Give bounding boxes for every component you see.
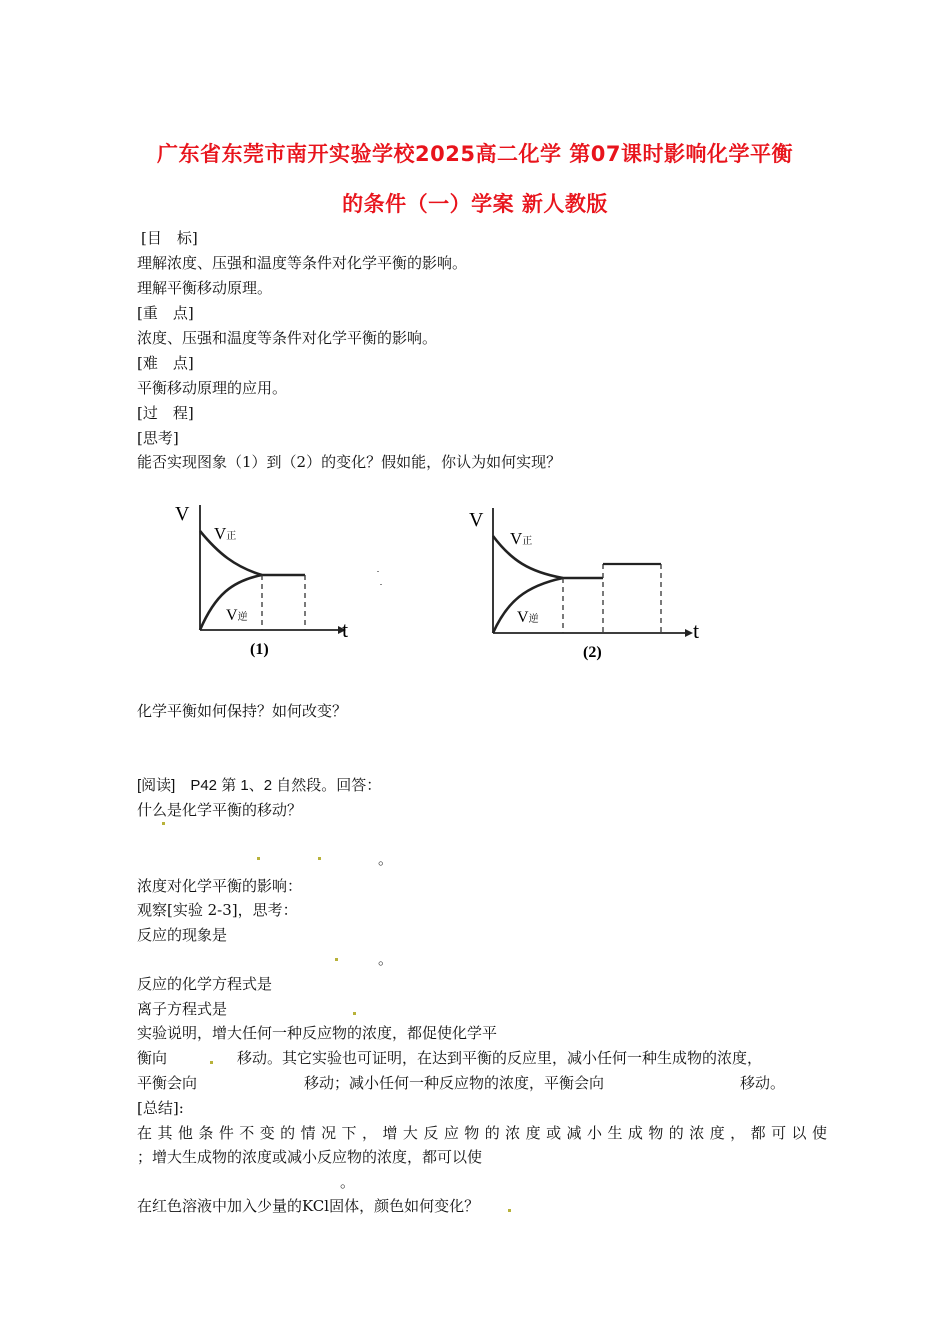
equilibrium-shift-question: 什么是化学平衡的移动？ bbox=[137, 801, 303, 819]
goal-item-2: 理解平衡移动原理。 bbox=[137, 279, 273, 297]
goal-item-1: 理解浓度、压强和温度等条件对化学平衡的影响。 bbox=[137, 254, 468, 272]
stray-dot bbox=[353, 1012, 356, 1015]
experiment-explanation-2b: 移动。其它实验也可证明，在达到平衡的反应里，减小任何一种生成物的浓度， bbox=[237, 1049, 763, 1067]
graph-1 bbox=[170, 495, 370, 665]
graph-2-y-label: V bbox=[469, 509, 484, 531]
key-point-item: 浓度、压强和温度等条件对化学平衡的影响。 bbox=[137, 329, 438, 347]
difficulty-item: 平衡移动原理的应用。 bbox=[137, 379, 288, 397]
difficulty-heading: [难 点] bbox=[137, 354, 194, 372]
goal-heading: [目 标] bbox=[141, 229, 198, 247]
process-heading: [过 程] bbox=[137, 404, 194, 422]
graph-2-x-arrow bbox=[685, 629, 693, 637]
graph-1-v-reverse-label: V逆 bbox=[226, 607, 248, 624]
document-title-line-1: 广东省东莞市南开实验学校2025高二化学 第07课时影响化学平衡 bbox=[157, 142, 793, 166]
concentration-heading: 浓度对化学平衡的影响： bbox=[137, 877, 303, 895]
stray-dot bbox=[335, 958, 338, 961]
graph-2-v-forward-label: V正 bbox=[510, 529, 533, 548]
graph-1-caption: (1) bbox=[250, 641, 269, 658]
reading-instruction: [阅读] P42 第 1、2 自然段。回答： bbox=[137, 777, 382, 794]
kcl-question: 在红色溶液中加入少量的KCl固体，颜色如何变化？ bbox=[137, 1197, 480, 1215]
graph-1-x-label: t bbox=[342, 617, 349, 642]
equilibrium-question: 化学平衡如何保持？如何改变？ bbox=[137, 702, 348, 720]
stray-dot bbox=[318, 857, 321, 860]
document-title-line-2: 的条件（一）学案 新人教版 bbox=[342, 192, 608, 216]
graph-2-caption: (2) bbox=[583, 644, 602, 661]
stray-dot bbox=[257, 857, 260, 860]
think-question: 能否实现图象（1）到（2）的变化？假如能，你认为如何实现？ bbox=[137, 453, 562, 471]
stray-dot bbox=[508, 1209, 511, 1212]
summary-line-2: ；增大生成物的浓度或减小反应物的浓度，都可以使 bbox=[137, 1148, 483, 1166]
key-point-heading: [重 点] bbox=[137, 304, 194, 322]
phenomenon-blank-period: 。 bbox=[378, 950, 394, 968]
stray-mark bbox=[380, 584, 382, 585]
observe-experiment: 观察[实验 2-3]，思考： bbox=[137, 901, 298, 919]
experiment-explanation-3a: 平衡会向 bbox=[137, 1074, 198, 1092]
graph-1-y-label: V bbox=[175, 503, 190, 525]
stray-mark bbox=[377, 571, 379, 572]
experiment-explanation-3c: 移动。 bbox=[740, 1074, 786, 1092]
summary-line-1: 在其他条件不变的情况下，增大反应物的浓度或减小生成物的浓度，都可以使 bbox=[137, 1124, 827, 1142]
graph-2-v-reverse-label: V逆 bbox=[517, 609, 539, 626]
graph-2-x-label: t bbox=[693, 618, 700, 643]
chemical-equation-prompt: 反应的化学方程式是 bbox=[137, 975, 273, 993]
experiment-explanation-3b: 移动；减小任何一种反应物的浓度，平衡会向 bbox=[304, 1074, 605, 1092]
think-heading: [思考] bbox=[137, 429, 179, 447]
summary-blank-period: 。 bbox=[340, 1173, 356, 1191]
experiment-explanation-2a: 衡向 bbox=[137, 1049, 168, 1067]
stray-dot bbox=[162, 822, 165, 825]
stray-dot bbox=[210, 1061, 213, 1064]
graph-2 bbox=[465, 500, 715, 670]
graph-1-v-forward-label: V正 bbox=[214, 524, 237, 543]
ionic-equation-prompt: 离子方程式是 bbox=[137, 1000, 228, 1018]
summary-heading: [总结]: bbox=[137, 1099, 184, 1117]
phenomenon-prompt: 反应的现象是 bbox=[137, 926, 228, 944]
experiment-explanation-1: 实验说明，增大任何一种反应物的浓度，都促使化学平 bbox=[137, 1024, 498, 1042]
answer-blank-period: 。 bbox=[378, 850, 394, 868]
